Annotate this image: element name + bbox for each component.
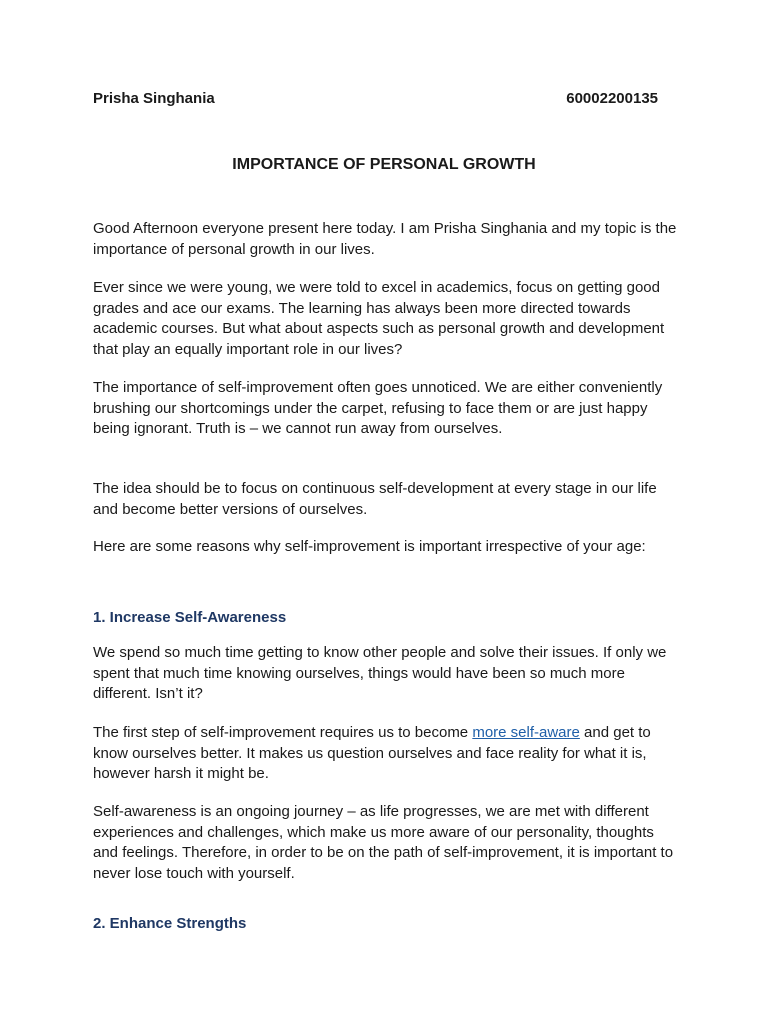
paragraph-reasons: Here are some reasons why self-improvement is important irrespective of your age: [93,538,646,555]
document-header [93,90,658,107]
paragraph-know-others: We spend so much time getting to know other people and solve their issues. If only we spent that much time knowing ourselves, things would have been so much more different. Isn’t it? [93,644,667,703]
author-name: Prisha Singhania [93,90,215,107]
document-page [93,0,683,1024]
section-heading-strengths: 2. Enhance Strengths [93,915,247,932]
document-title: IMPORTANCE OF PERSONAL GROWTH [232,156,536,173]
paragraph-first-step-end: and get to know ourselves better. It makes us question ourselves and face reality for what it is, however harsh it might be. [93,724,651,783]
paragraph-ongoing-journey: Self-awareness is an ongoing journey – as life progresses, we are met with different experiences and challenges, which make us more aware of our personality, thoughts and feelings. Therefore, in order to be on the path of self-improvement, it is important to never lose touch with yourself. [93,803,674,882]
paragraph-first-step [93,723,683,785]
paragraph-first-step-start: The first step of self-improvement requires us to become [93,724,473,741]
paragraph-unnoticed: The importance of self-improvement often goes unnoticed. We are either conveniently brushing our shortcomings under the carpet, refusing to face them or are just happy being ignorant. Truth is – we cannot run away from ourselves. [93,379,663,438]
paragraph-academics: Ever since we were young, we were told to excel in academics, focus on getting good grades and ace our exams. The learning has always been more directed towards academic courses. But what about aspects such as personal growth and development that play an equally important role in our lives? [93,279,665,358]
paragraph-intro: Good Afternoon everyone present here today. I am Prisha Singhania and my topic is the importance of personal growth in our lives. [93,220,677,258]
section-heading-self-awareness: 1. Increase Self-Awareness [93,609,287,626]
paragraph-continuous: The idea should be to focus on continuous self-development at every stage in our life and become better versions of ourselves. [93,480,657,518]
student-id: 60002200135 [566,90,658,107]
more-self-aware-link[interactable]: more self-aware [472,724,580,741]
